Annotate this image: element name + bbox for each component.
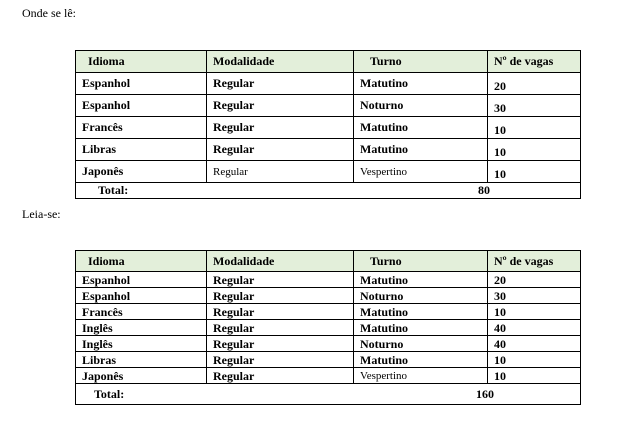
cell-vagas: 30: [488, 288, 581, 304]
cell-idioma: Francês: [76, 117, 207, 139]
header-modalidade: Modalidade: [207, 51, 354, 73]
cell-modalidade: Regular: [207, 117, 354, 139]
cell-idioma: Japonês: [76, 368, 207, 384]
cell-idioma: Francês: [76, 304, 207, 320]
cell-turno: Matutino: [354, 352, 488, 368]
cell-idioma: Espanhol: [76, 272, 207, 288]
cell-idioma: Libras: [76, 139, 207, 161]
cell-modalidade: Regular: [207, 95, 354, 117]
cell-modalidade: Regular: [207, 73, 354, 95]
cell-modalidade: Regular: [207, 161, 354, 183]
table-header-row: [76, 251, 581, 272]
cell-vagas: 10: [488, 304, 581, 320]
cell-turno: Noturno: [354, 336, 488, 352]
table-row: [76, 336, 581, 352]
table-row: [76, 117, 581, 139]
header-vagas: Nº de vagas: [488, 51, 581, 73]
cell-idioma: Espanhol: [76, 288, 207, 304]
total-value: 160: [354, 384, 581, 405]
cell-turno: Matutino: [354, 73, 488, 95]
cell-vagas: 40: [488, 336, 581, 352]
cell-vagas: 10: [488, 368, 581, 384]
cell-turno: Matutino: [354, 320, 488, 336]
caption-leia-se: Leia-se:: [22, 207, 61, 221]
cell-idioma: Espanhol: [76, 73, 207, 95]
header-vagas: Nº de vagas: [488, 251, 581, 272]
cell-modalidade: Regular: [207, 368, 354, 384]
cell-turno: Vespertino: [354, 368, 488, 384]
total-value: 80: [354, 183, 581, 199]
cell-vagas: 20: [488, 272, 581, 288]
cell-idioma: Inglês: [76, 336, 207, 352]
cell-modalidade: Regular: [207, 288, 354, 304]
table-onde-se-le: [75, 50, 581, 199]
table-row: [76, 320, 581, 336]
cell-turno: Matutino: [354, 139, 488, 161]
cell-modalidade: Regular: [207, 272, 354, 288]
cell-idioma: Espanhol: [76, 95, 207, 117]
cell-turno: Noturno: [354, 288, 488, 304]
cell-vagas: 10: [488, 352, 581, 368]
cell-vagas: 10: [488, 139, 581, 161]
cell-vagas: 20: [488, 73, 581, 95]
cell-vagas: 30: [488, 95, 581, 117]
table-row: [76, 368, 581, 384]
cell-idioma: Japonês: [76, 161, 207, 183]
total-row: [76, 183, 581, 199]
cell-turno: Matutino: [354, 272, 488, 288]
cell-idioma: Libras: [76, 352, 207, 368]
table-row: [76, 352, 581, 368]
table-row: [76, 95, 581, 117]
cell-turno: Matutino: [354, 117, 488, 139]
table-row: [76, 139, 581, 161]
table-row: [76, 161, 581, 183]
cell-modalidade: Regular: [207, 320, 354, 336]
cell-modalidade: Regular: [207, 139, 354, 161]
header-modalidade: Modalidade: [207, 251, 354, 272]
cell-vagas: 40: [488, 320, 581, 336]
cell-modalidade: Regular: [207, 352, 354, 368]
total-label: Total:: [76, 384, 354, 405]
cell-turno: Vespertino: [354, 161, 488, 183]
table-row: [76, 272, 581, 288]
cell-modalidade: Regular: [207, 304, 354, 320]
header-turno: Turno: [354, 251, 488, 272]
cell-vagas: 10: [488, 161, 581, 183]
cell-idioma: Inglês: [76, 320, 207, 336]
cell-turno: Noturno: [354, 95, 488, 117]
caption-onde-se-le: Onde se lê:: [22, 6, 76, 20]
table-row: [76, 288, 581, 304]
header-idioma: Idioma: [76, 51, 207, 73]
table-row: [76, 73, 581, 95]
cell-turno: Matutino: [354, 304, 488, 320]
cell-vagas: 10: [488, 117, 581, 139]
table-leia-se: [75, 250, 581, 405]
total-label: Total:: [76, 183, 354, 199]
table-row: [76, 304, 581, 320]
table-header-row: [76, 51, 581, 73]
header-idioma: Idioma: [76, 251, 207, 272]
cell-modalidade: Regular: [207, 336, 354, 352]
total-row: [76, 384, 581, 405]
header-turno: Turno: [354, 51, 488, 73]
